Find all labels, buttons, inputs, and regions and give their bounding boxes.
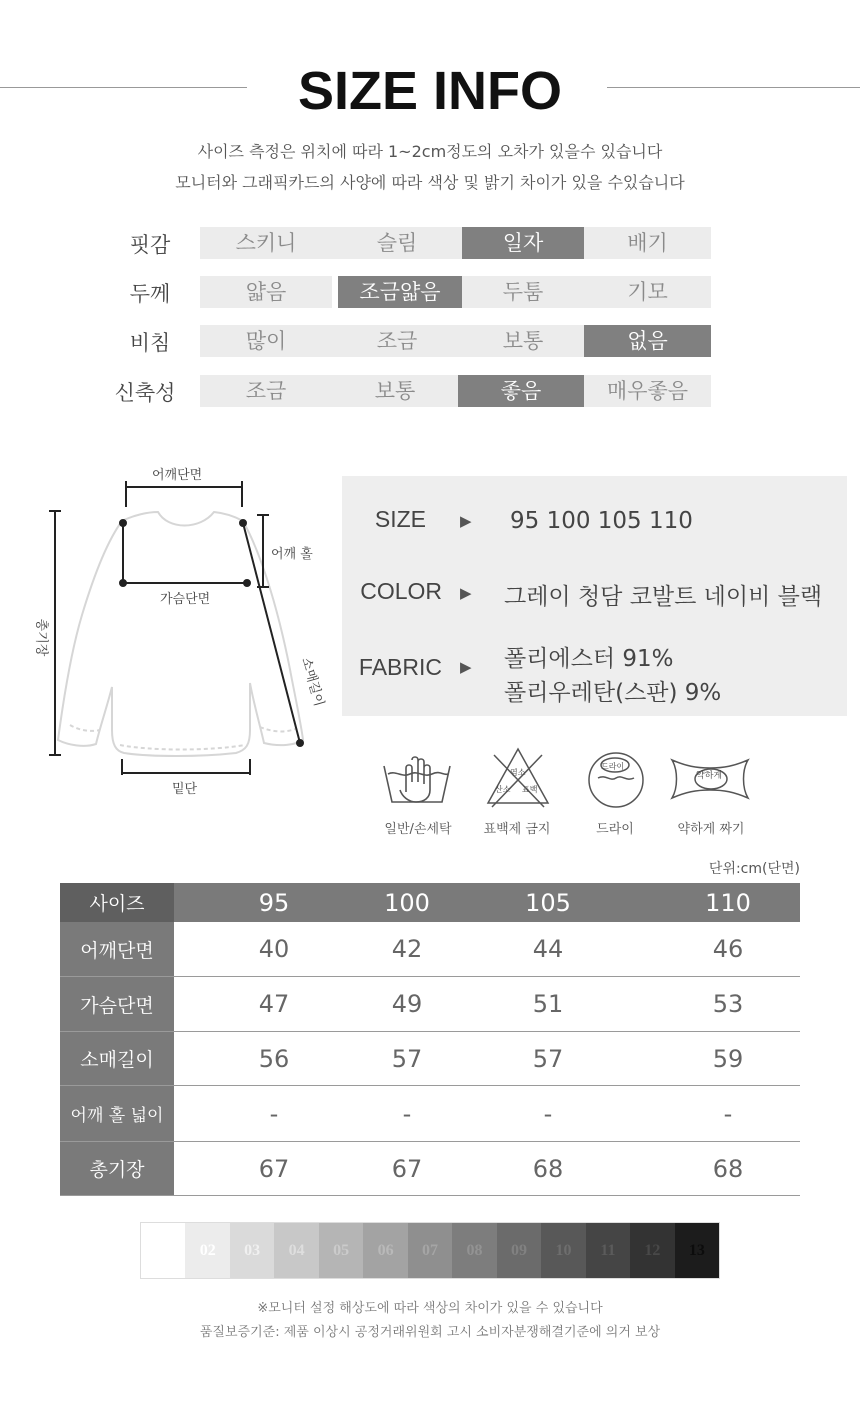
- gray-swatch: 03: [230, 1223, 274, 1278]
- fit-label: 비침: [129, 331, 171, 355]
- table-row: [60, 1142, 800, 1196]
- table-header-cell: 110: [705, 888, 751, 917]
- table-cell: 57: [532, 1044, 564, 1073]
- hem-label: 밑단: [172, 782, 198, 797]
- gray-swatch: 12: [630, 1223, 674, 1278]
- fit-option: 슬림: [332, 227, 462, 259]
- quality-guarantee: 품질보증기준: 제품 이상시 공정거래위원회 고시 소비자분쟁해결기준에 의거 보상: [199, 1325, 661, 1340]
- table-header-row: [60, 883, 800, 922]
- fit-option: 조금: [332, 325, 462, 357]
- fit-option-selected: 조금얇음: [338, 276, 462, 308]
- spec-fabric-value-1: 폴리에스터 91%: [504, 646, 674, 672]
- fit-label: 두께: [129, 282, 171, 306]
- bleach-oxygen-text: 산소: [495, 785, 511, 794]
- unit-label: 단위:cm(단면): [708, 861, 800, 877]
- dry-clean-text: 드라이: [601, 762, 625, 771]
- table-cell: 44: [532, 935, 564, 963]
- armhole-label: 어깨 홀: [271, 547, 313, 562]
- table-cell: 49: [391, 990, 423, 1018]
- spec-fabric-key: FABRIC: [358, 654, 442, 680]
- table-cell: 42: [391, 935, 423, 963]
- bleach-chlorine-text: 염소: [510, 768, 526, 777]
- fit-option: 매우좋음: [584, 375, 711, 407]
- monitor-note: 모니터와 그래픽카드의 사양에 따라 색상 및 밝기 차이가 있을 수있습니다: [175, 173, 685, 192]
- fit-option-selected: 일자: [462, 227, 584, 259]
- table-header-cell: 95: [258, 888, 290, 917]
- fit-label: 신축성: [114, 381, 176, 405]
- spec-color-value: 그레이 청담 코발트 네이비 블랙: [504, 584, 823, 610]
- fit-option: 보통: [462, 325, 584, 357]
- total-length-label: 총기장: [33, 618, 49, 657]
- row-label: 가슴단면: [60, 977, 174, 1031]
- gray-swatch: 05: [319, 1223, 363, 1278]
- gray-swatch: 08: [452, 1223, 496, 1278]
- grayscale-swatches: [140, 1222, 720, 1279]
- table-row: [60, 1086, 800, 1142]
- table-row: [60, 922, 800, 977]
- table-cell: 47: [258, 990, 290, 1018]
- no-bleach-icon: [484, 745, 552, 811]
- gray-swatch: 11: [586, 1223, 630, 1278]
- table-cell: -: [543, 1099, 553, 1128]
- table-header-cell: 105: [525, 888, 571, 917]
- arrow-icon: ▶: [460, 584, 472, 602]
- table-row: [60, 1032, 800, 1086]
- dry-clean-icon: [586, 748, 646, 808]
- fit-option: 보통: [332, 375, 458, 407]
- fit-option-selected: 없음: [584, 325, 711, 357]
- fit-option: 스키니: [200, 227, 332, 259]
- table-cell: 53: [712, 990, 744, 1018]
- spec-size-value: 95 100 105 110: [510, 508, 693, 534]
- fit-label: 핏감: [129, 233, 171, 257]
- table-header-cell: 100: [384, 888, 430, 917]
- gray-swatch: 02: [185, 1223, 229, 1278]
- fit-option: 조금: [200, 375, 332, 407]
- fit-option: 기모: [584, 276, 711, 308]
- row-label: 어깨단면: [60, 922, 174, 976]
- bleach-bleach-text: 표백: [522, 785, 538, 794]
- wash-care-label: 일반/손세탁: [384, 822, 452, 837]
- monitor-disclaimer: ※모니터 설정 해상도에 따라 색상의 차이가 있을 수 있습니다: [257, 1301, 603, 1316]
- table-cell: 68: [532, 1154, 564, 1183]
- row-label: 어깨 홀 넓이: [60, 1086, 174, 1141]
- spec-box: [342, 476, 847, 716]
- fit-option: 배기: [584, 227, 711, 259]
- wring-care-label: 약하게 짜기: [677, 822, 745, 837]
- gray-swatch: 06: [363, 1223, 407, 1278]
- wring-gently-text: 약하게: [696, 771, 723, 781]
- table-cell: -: [723, 1099, 733, 1128]
- measurement-note: 사이즈 측정은 위치에 따라 1~2cm정도의 오차가 있을수 있습니다: [197, 142, 663, 161]
- dry-care-label: 드라이: [596, 822, 634, 837]
- sleeve-label: 소매길이: [298, 655, 327, 709]
- table-cell: 51: [532, 990, 564, 1018]
- shoulder-label: 어깨단면: [152, 468, 203, 483]
- table-cell: -: [402, 1099, 412, 1128]
- bleach-care-label: 표백제 금지: [483, 822, 551, 837]
- fit-option: 많이: [200, 325, 332, 357]
- hand-wash-icon: [378, 752, 458, 812]
- arrow-icon: ▶: [460, 512, 472, 530]
- gray-swatch: 10: [541, 1223, 585, 1278]
- spec-color-key: COLOR: [360, 578, 442, 604]
- arrow-icon: ▶: [460, 658, 472, 676]
- spec-fabric-value-2: 폴리우레탄(스판) 9%: [504, 680, 722, 706]
- gray-swatch: 09: [497, 1223, 541, 1278]
- table-cell: 57: [391, 1044, 423, 1073]
- size-table: [60, 883, 800, 1196]
- row-label: 총기장: [60, 1142, 174, 1195]
- table-header-label: 사이즈: [60, 883, 174, 922]
- table-cell: 59: [712, 1044, 744, 1073]
- row-label: 소매길이: [60, 1032, 174, 1085]
- table-cell: 67: [391, 1154, 423, 1183]
- spec-size-key: SIZE: [374, 506, 426, 532]
- gray-swatch: 07: [408, 1223, 452, 1278]
- table-cell: -: [269, 1099, 279, 1128]
- page-title: SIZE INFO: [297, 61, 562, 121]
- table-cell: 67: [258, 1154, 290, 1183]
- gray-swatch: 01: [141, 1223, 185, 1278]
- table-cell: 46: [712, 935, 744, 963]
- table-row: [60, 977, 800, 1032]
- fit-option: 얇음: [200, 276, 332, 308]
- fit-option: 두툼: [462, 276, 584, 308]
- chest-label: 가슴단면: [160, 592, 211, 607]
- table-cell: 40: [258, 935, 290, 963]
- fit-option-selected: 좋음: [458, 375, 584, 407]
- gray-swatch: 13: [675, 1223, 719, 1278]
- table-cell: 68: [712, 1154, 744, 1183]
- gray-swatch: 04: [274, 1223, 318, 1278]
- table-cell: 56: [258, 1044, 290, 1073]
